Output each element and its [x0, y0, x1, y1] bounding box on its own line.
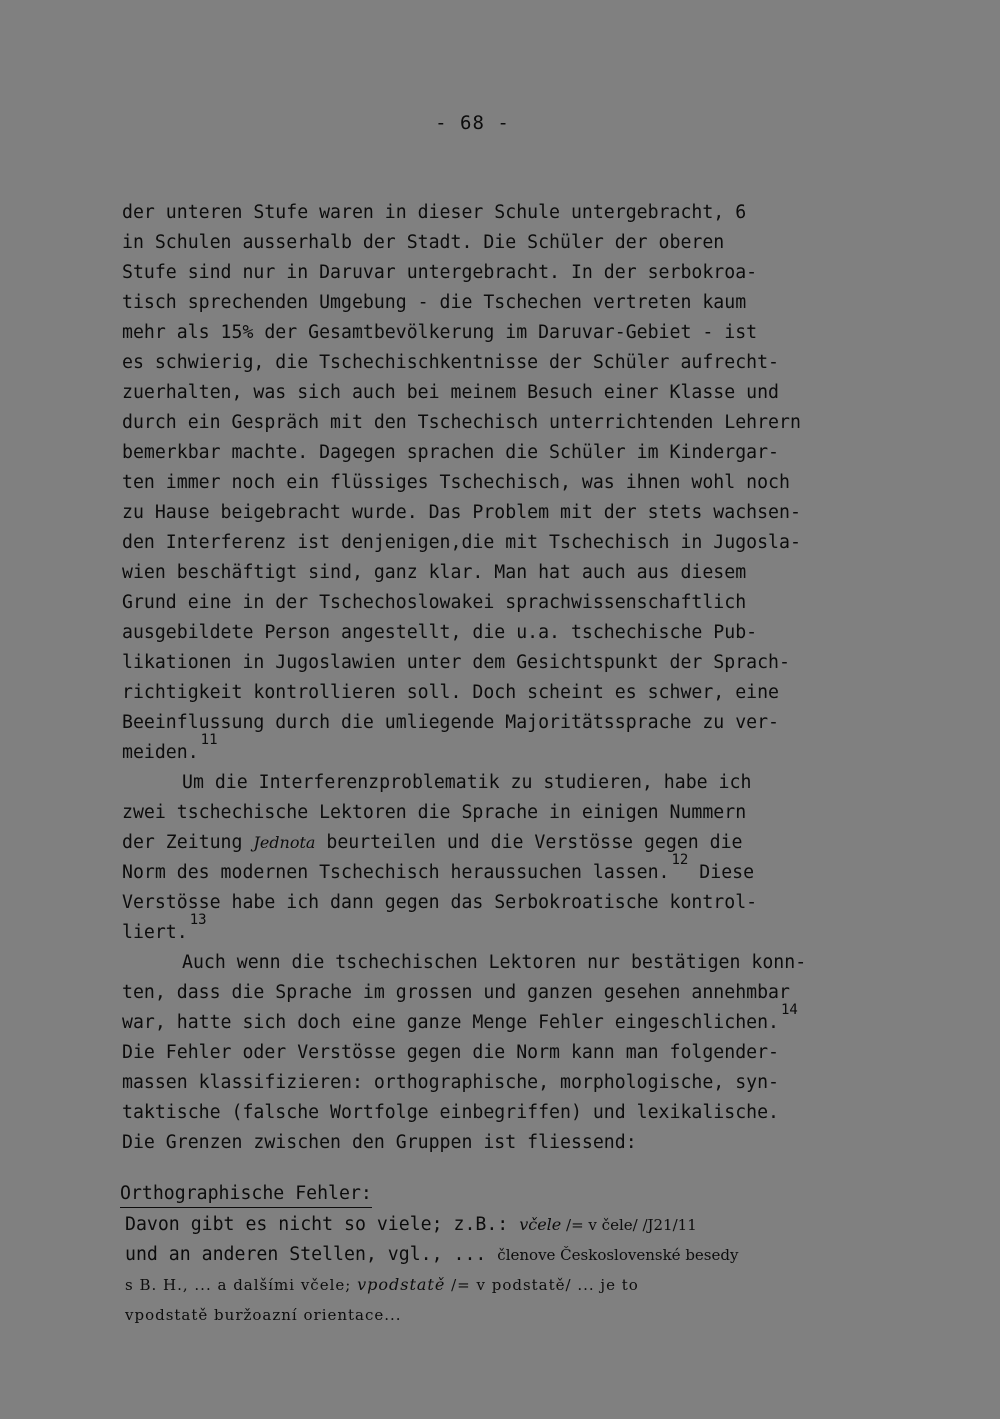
text-line: vpodstatě buržoazní orientace... — [125, 1306, 402, 1324]
text-line: taktische (falsche Wortfolge einbegriffen) und lexikalische. — [122, 1102, 779, 1123]
text-line: mehr als 15% der Gesamtbevölkerung im Daruvar-Gebiet - ist — [122, 322, 758, 343]
section-heading-container — [120, 1181, 880, 1208]
text-line — [122, 828, 882, 858]
example-word: včele — [519, 1215, 562, 1234]
text-line: zu Hause beigebracht wurde. Das Problem mit der stets wachsen- — [122, 502, 801, 523]
text-fragment: Diese — [688, 862, 755, 883]
footnote-marker-13: 13 — [189, 912, 207, 928]
text-line: Beeinflussung durch die umliegende Majoritätssprache zu ver- — [122, 712, 779, 733]
text-fragment: Norm des modernen Tschechisch heraussuchen lassen. — [122, 862, 670, 883]
paragraph-start-line: Auch wenn die tschechischen Lektoren nur bestätigen konn- — [182, 952, 807, 973]
text-fragment: Davon gibt es nicht so viele; z.B.: — [125, 1214, 520, 1235]
text-fragment: liert. — [122, 922, 188, 943]
text-line — [122, 912, 882, 948]
text-line: Stufe sind nur in Daruvar untergebracht. In der serbokroa- — [122, 262, 758, 283]
page-number: - 68 - — [435, 112, 510, 134]
text-fragment: und an anderen Stellen, vgl., ... — [125, 1244, 498, 1265]
paragraph-start-line: Um die Interferenzproblematik zu studieren, habe ich — [182, 772, 752, 793]
text-line: ausgebildete Person angestellt, die u.a. tschechische Pub- — [122, 622, 758, 643]
text-line: es schwierig, die Tschechischkentnisse der Schüler aufrecht- — [122, 352, 779, 373]
text-line: massen klassifizieren: orthographische, morphologische, syn- — [122, 1072, 779, 1093]
newspaper-title: Jednota — [253, 833, 316, 852]
text-line — [122, 732, 882, 768]
text-line: zwei tschechische Lektoren die Sprache in einigen Nummern — [122, 802, 747, 823]
text-line — [122, 852, 882, 888]
text-line: bemerkbar machte. Dagegen sprachen die Schüler im Kindergar- — [122, 442, 779, 463]
text-line — [125, 1210, 885, 1240]
text-line: in Schulen ausserhalb der Stadt. Die Schüler der oberen — [122, 232, 725, 253]
text-fragment: /= v podstatě/ ... je to — [445, 1276, 639, 1294]
text-fragment: /= v čele/ /J21/11 — [561, 1216, 697, 1234]
text-line: Grund eine in der Tschechoslowakei sprachwissenschaftlich — [122, 592, 747, 613]
text-line — [125, 1240, 885, 1270]
text-line — [122, 1002, 882, 1038]
example-word: vpodstatě — [357, 1275, 446, 1294]
text-line: durch ein Gespräch mit den Tschechisch unterrichtenden Lehrern — [122, 412, 801, 433]
quoted-example: členove Československé besedy — [497, 1246, 739, 1264]
text-fragment: s B. H., ... a dalšími včele; — [125, 1276, 358, 1294]
text-line: der unteren Stufe waren in dieser Schule untergebracht, 6 — [122, 202, 747, 223]
text-line: tisch sprechenden Umgebung - die Tschechen vertreten kaum — [122, 292, 747, 313]
body-text — [122, 198, 882, 1158]
text-line: Verstösse habe ich dann gegen das Serbokroatische kontrol- — [122, 892, 758, 913]
text-fragment: meiden. — [122, 742, 199, 763]
text-line: likationen in Jugoslawien unter dem Gesichtspunkt der Sprach- — [122, 652, 790, 673]
section-text — [125, 1210, 885, 1330]
text-line: Die Grenzen zwischen den Gruppen ist fliessend: — [122, 1132, 637, 1153]
text-fragment: war, hatte sich doch eine ganze Menge Fehler eingeschlichen. — [122, 1012, 779, 1033]
section-heading: Orthographische Fehler: — [120, 1181, 372, 1208]
text-fragment: der Zeitung — [122, 832, 254, 853]
text-line: wien beschäftigt sind, ganz klar. Man hat auch aus diesem — [122, 562, 747, 583]
footnote-marker-14: 14 — [781, 1002, 798, 1018]
footnote-marker-11: 11 — [200, 732, 218, 748]
text-line: den Interferenz ist denjenigen,die mit Tschechisch in Jugosla- — [122, 532, 801, 553]
text-line: ten, dass die Sprache im grossen und ganzen gesehen annehmbar — [122, 982, 790, 1003]
text-line: Die Fehler oder Verstösse gegen die Norm kann man folgender- — [122, 1042, 779, 1063]
text-line — [125, 1270, 885, 1300]
text-line: richtigkeit kontrollieren soll. Doch scheint es schwer, eine — [122, 682, 779, 703]
footnote-marker-12: 12 — [671, 852, 689, 868]
text-fragment: beurteilen und die Verstösse gegen die — [315, 832, 743, 853]
text-line: ten immer noch ein flüssiges Tschechisch, was ihnen wohl noch — [122, 472, 790, 493]
text-line: zuerhalten, was sich auch bei meinem Besuch einer Klasse und — [122, 382, 779, 403]
